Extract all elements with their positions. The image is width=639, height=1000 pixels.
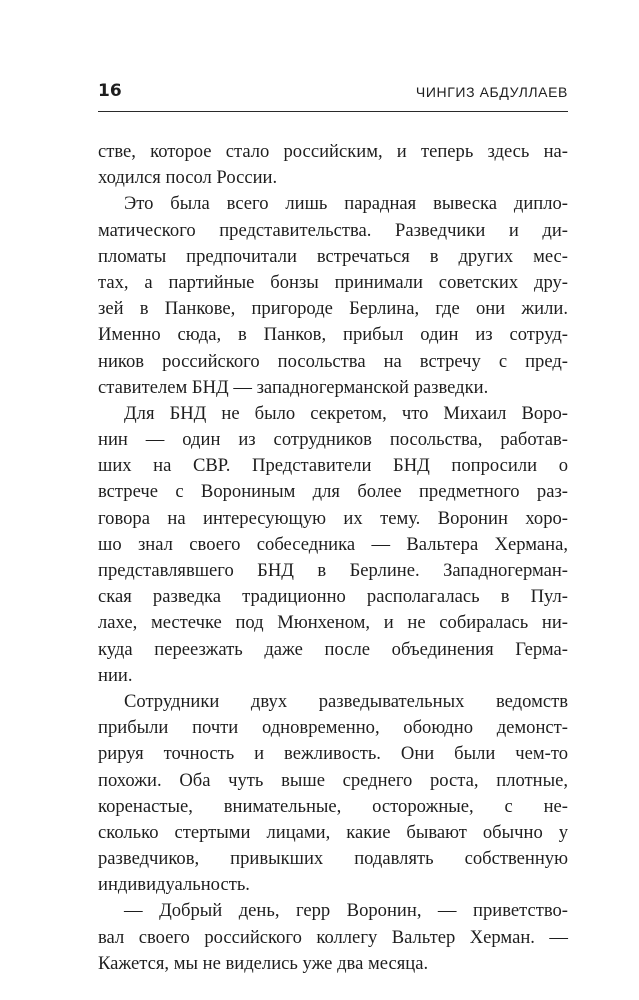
text-line: вал своего российского коллегу Вальтер Херман. — <box>98 926 568 948</box>
text-line: рируя точность и вежливость. Они были чем-то <box>98 743 568 765</box>
text-line: ходился посол России. <box>98 167 278 189</box>
text-line: прибыли почти одновременно, обоюдно демонст- <box>98 717 568 739</box>
text-line: ская разведка традиционно располагалась в Пул- <box>98 586 568 608</box>
text-line: матического представительства. Разведчики и ди- <box>98 219 568 241</box>
text-line: шо знал своего собеседника — Вальтера Хермана, <box>98 533 568 555</box>
text-line: нин — один из сотрудников посольства, работав- <box>98 429 568 451</box>
text-line: стве, которое стало российским, и теперь здесь на- <box>98 141 568 162</box>
paragraph-5 <box>98 898 568 977</box>
text-line: Кажется, мы не виделись уже два месяца. <box>98 952 429 974</box>
running-head-author: ЧИНГИЗ АБДУЛЛАЕВ <box>415 84 568 100</box>
text-line: говора на интересующую их тему. Воронин хоро- <box>98 507 568 529</box>
text-line: коренастые, внимательные, осторожные, с не- <box>98 795 568 817</box>
text-line: Для БНД не было секретом, что Михаил Воро- <box>124 402 568 424</box>
paragraph-2 <box>98 191 568 401</box>
text-line: пломаты предпочитали встречаться в других мес- <box>98 245 568 267</box>
paragraph-4 <box>98 689 568 899</box>
paragraph-3 <box>98 401 568 689</box>
text-line: ставителем БНД — западногерманской разведки. <box>98 376 489 398</box>
text-line: куда переезжать даже после объединения Герма- <box>98 638 568 660</box>
text-line: индивидуальность. <box>98 874 250 896</box>
text-line: лахе, местечке под Мюнхеном, и не собиралась ни- <box>98 612 568 634</box>
text-line: сколько стертыми лицами, какие бывают обычно у <box>98 821 568 843</box>
text-line: Именно сюда, в Панков, прибыл один из сотруд- <box>98 324 568 346</box>
text-line: Сотрудники двух разведывательных ведомств <box>124 690 568 712</box>
text-line: похожи. Оба чуть выше среднего роста, плотные, <box>98 769 568 791</box>
text-line: зей в Панкове, пригороде Берлина, где они жили. <box>98 298 568 320</box>
text-line: представлявшего БНД в Берлине. Западногерман- <box>98 560 568 581</box>
header-rule <box>98 111 568 112</box>
text-line: нии. <box>98 664 133 686</box>
text-line: тах, а партийные бонзы принимали советских дру- <box>98 271 568 293</box>
text-line: Это была всего лишь парадная вывеска дипло- <box>124 193 568 215</box>
text-line: разведчиков, привыкших подавлять собственную <box>98 848 568 870</box>
text-line: встрече с Ворониным для более предметного раз- <box>98 481 568 503</box>
page-number: 16 <box>98 81 122 101</box>
text-line: — Добрый день, герр Воронин, — приветство- <box>124 900 568 922</box>
body-text <box>98 139 568 977</box>
text-line: ников российского посольства на встречу с пред- <box>98 350 568 372</box>
page-header <box>98 80 568 106</box>
paragraph-1 <box>98 139 568 191</box>
text-line: ших на СВР. Представители БНД попросили о <box>98 455 568 477</box>
